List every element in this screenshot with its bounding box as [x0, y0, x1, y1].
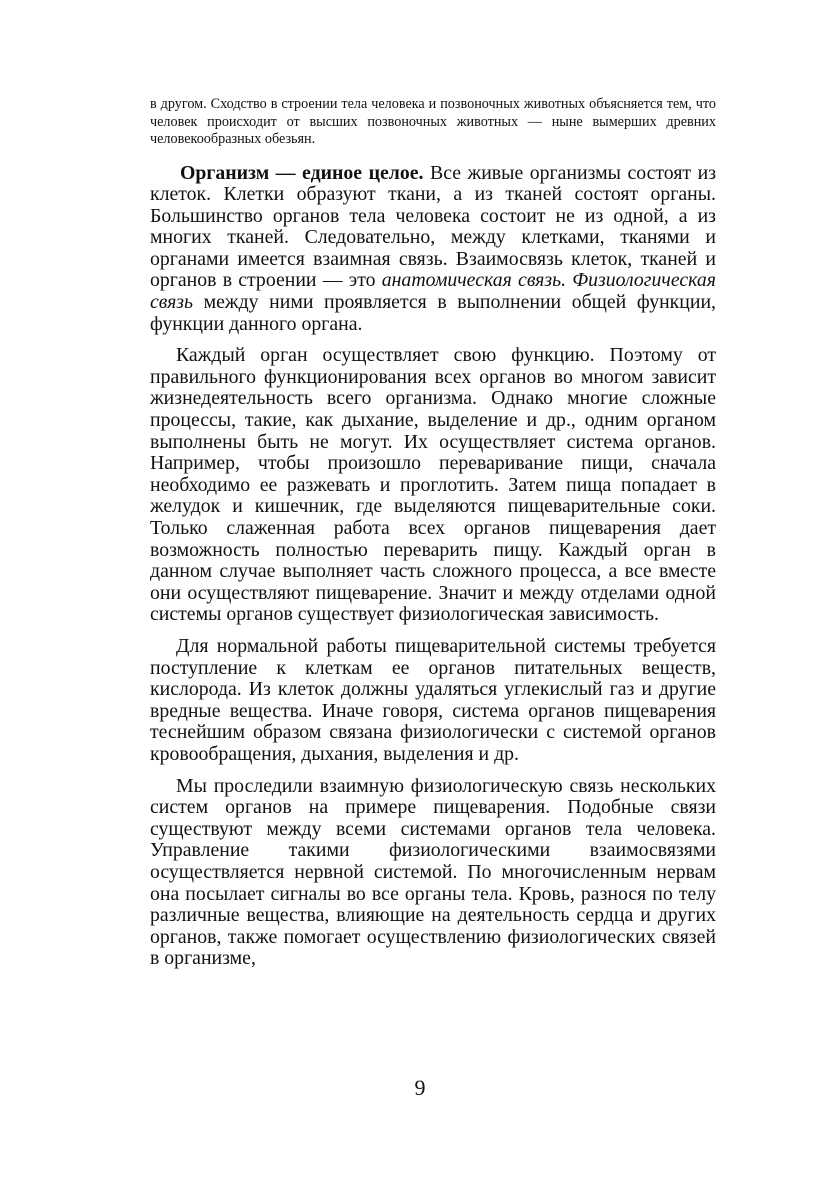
section-heading: Организм — единое целое. [180, 161, 424, 184]
body-paragraph-3: Мы проследили взаимную физиологическую связь нескольких систем органов на примере пищеварения. Подобные связи существуют между всеми системами органов тела человека. Управление такими физиологическими взаимосвязями осуществляется нервной системой. По многочисленным нервам она посылает сигналы во все органы тела. Кровь, разнося по телу различные вещества, влияющие на деятельность сердца и других органов, также помогает осуществлению физиологических связей в организме, [150, 774, 716, 970]
page-number: 9 [414, 1075, 426, 1100]
text-page [150, 96, 716, 980]
section-text-end: между ними проявляется в выполнении общей функции, функции данного органа. [150, 291, 716, 335]
section-italic-terms: анатомическая связь. Физиологическая связь [150, 269, 716, 314]
body-paragraph-2: Для нормальной работы пищеварительной системы требуется поступление к клеткам ее органов питательных веществ, кислорода. Из клеток должны удаляться углекислый газ и другие вредные вещества. Иначе говоря, система органов пищеварения теснейшим образом связана физиологически с системой органов кровообращения, дыхания, выделения и др. [150, 634, 716, 765]
intro-paragraph: в другом. Сходство в строении тела человека и позвоночных животных объясняется тем, что человек происходит от высших позвоночных животных — ныне вымерших древних человекообразных обезьян. [150, 96, 716, 147]
body-paragraph-1: Каждый орган осуществляет свою функцию. Поэтому от правильного функционирования всех органов во многом зависит жизнедеятельность всего организма. Однако многие сложные процессы, такие, как дыхание, выделение и др., одним органом выполнены быть не могут. Их осуществляет система органов. Например, чтобы произошло переваривание пищи, сначала необходимо ее разжевать и проглотить. Затем пища попадает в желудок и кишечник, где выделяются пищеварительные соки. Только слаженная работа всех органов пищеварения дает возможность полностью переварить пищу. Каждый орган в данном случае выполняет часть сложного процесса, а все вместе они осуществляют пищеварение. Значит и между отделами одной системы органов существует физиологическая зависимость. [150, 344, 716, 626]
section-text-start: Все живые организмы состоят из клеток. Клетки образуют ткани, а из тканей состоят органы. Большинство органов тела человека состоит не из одной, а из многих тканей. Следовательно, между клетками, тканями и органами имеется взаимная связь. Взаимосвязь клеток, тканей и органов в строении — это [150, 161, 717, 292]
section-paragraph [150, 163, 716, 336]
